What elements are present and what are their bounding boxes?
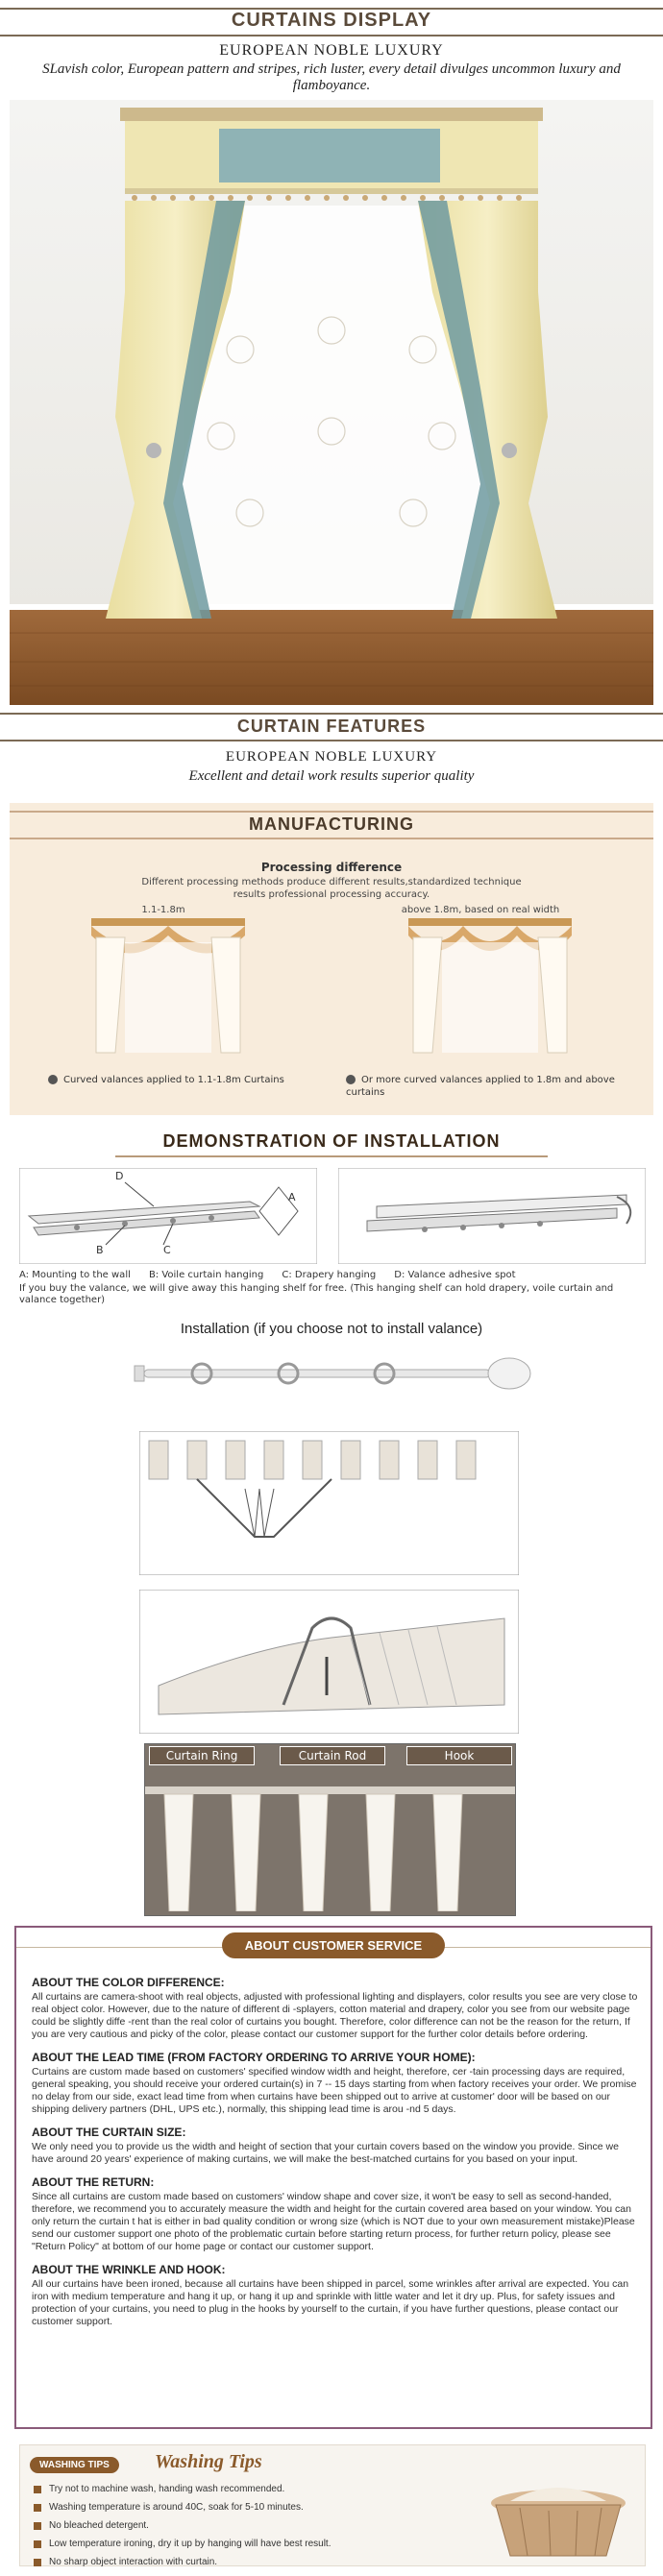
washing-tip: No bleached detergent.: [34, 2520, 437, 2531]
bullet-icon: [34, 2559, 41, 2566]
hook-insert-illustration: [139, 1590, 519, 1734]
bullet-icon: [34, 2540, 41, 2548]
cs-body-wrinkle: All our curtains have been ironed, because all curtains have been shipped in parcel, some wrinkles after arrival are expected. You can iron with medium temperature and hang it up, or hang it up and sprinkle with little water and let it dry up. Plus, for safety issues and protection of your curtains, you need to plug in the hooks by yourself to the curtain, if you have further questions, please contact our customer support.: [32, 2278, 629, 2327]
warning-icon: [346, 1075, 356, 1084]
processing-diff-title: Processing difference: [260, 861, 403, 874]
right-caption: Or more curved valances applied to 1.8m and above curtains: [346, 1075, 615, 1098]
curtain-rod-label: Curtain Rod: [280, 1746, 385, 1765]
washing-tips-list: [34, 2476, 437, 2575]
cs-heading-return: ABOUT THE RETURN:: [32, 2175, 155, 2189]
manufacturing-panel: [10, 803, 653, 1115]
features-rule-top: [0, 713, 663, 715]
cs-heading-lead-time: ABOUT THE LEAD TIME (FROM FACTORY ORDERING TO ARRIVE YOUR HOME):: [32, 2051, 476, 2064]
washing-tips-badge: WASHING TIPS: [30, 2457, 119, 2473]
header-rule-bottom: [0, 35, 663, 36]
no-valance-title: Installation (if you choose not to install valance): [180, 1321, 483, 1337]
features-rule-bottom: [0, 740, 663, 741]
processing-diff-desc: Different processing methods produce different results,standardized technique results professional processing accuracy.: [141, 877, 522, 900]
installation-title: DEMONSTRATION OF INSTALLATION: [162, 1131, 501, 1151]
installation-rule: [115, 1155, 548, 1157]
display-tagline: SLavish color, European pattern and stripes, rich luster, every detail divulges uncommon luxury and flamboyance.: [42, 61, 621, 93]
cs-body-lead-time: Curtains are custom made based on customers' specified window width and height, therefore, cer -tain processing days are required, general speaking, you should receive your ordered curtain(s) in 7 -- 15 days starting from when factory receives your order. We promise no delay from our side, exact lead time from when curtains have been shipped out to arrive at customer' door will be based on our shipping delivery partners (DHL, UPS etc.), normally, this shipping lead time is arou -nd 5 days.: [32, 2066, 637, 2115]
display-subtitle: EUROPEAN NOBLE LUXURY: [219, 42, 444, 59]
display-title: CURTAINS DISPLAY: [231, 10, 432, 31]
cs-section: [32, 2051, 642, 2116]
cs-section: [32, 1976, 642, 2041]
cs-heading-color: ABOUT THE COLOR DIFFERENCE:: [32, 1976, 225, 1989]
washing-tips-panel: [19, 2444, 646, 2566]
washing-tip: Try not to machine wash, handing wash recommended.: [34, 2484, 437, 2494]
features-tagline: Excellent and detail work results superior quality: [188, 768, 475, 784]
customer-service-body: [32, 1976, 642, 2338]
cs-body-size: We only need you to provide us the width and height of section that your curtain covers based on the window you provide. Since we have around 20 years' experience of making curtains, we will make the best-matched curtains for you based on your input.: [32, 2141, 619, 2165]
customer-service-panel: [14, 1926, 652, 2429]
label-d: D: [115, 1170, 124, 1182]
cs-section: [32, 2126, 642, 2166]
washing-tip: Washing temperature is around 40C, soak for 5-10 minutes.: [34, 2502, 437, 2513]
bullet-icon: [34, 2504, 41, 2512]
customer-service-title: ABOUT CUSTOMER SERVICE: [222, 1932, 445, 1958]
track-diagram-right: [338, 1168, 646, 1264]
cs-heading-wrinkle: ABOUT THE WRINKLE AND HOOK:: [32, 2263, 226, 2276]
rod-illustration: [115, 1345, 548, 1402]
laundry-basket-illustration: [472, 2465, 635, 2561]
manufacturing-title: MANUFACTURING: [249, 814, 414, 834]
left-caption: Curved valances applied to 1.1-1.8m Curtains: [48, 1074, 288, 1086]
washing-tip: No sharp object interaction with curtain.: [34, 2557, 437, 2567]
valance-large-illustration: [404, 918, 577, 1057]
bullet-icon: [34, 2486, 41, 2493]
left-dimension: 1.1-1.8m: [141, 905, 185, 915]
cs-heading-size: ABOUT THE CURTAIN SIZE:: [32, 2126, 186, 2139]
cs-body-return: Since all curtains are custom made based on customers' window shape and cover size, it won't be easy to sell as second-handed, therefore, we recommend you to accurately measure the width and height for the curtain covered area based on your window. You can only return the curtain t hat is either in bad quality condition or wrong size (which is NOT due to your own measurement mistake)Please send our customer support one photo of the problematic curtain before starting return process, for further return policy, please see "Return Policy" at bottom of our home page or contact our customer support.: [32, 2191, 635, 2252]
features-title: CURTAIN FEATURES: [236, 717, 427, 736]
cs-section: [32, 2263, 642, 2328]
bullet-icon: [34, 2522, 41, 2530]
label-a: A: [288, 1191, 296, 1203]
label-b: B: [96, 1244, 104, 1256]
washing-tips-script-title: Washing Tips: [155, 2451, 262, 2472]
installation-legend-note: If you buy the valance, we will give away this hanging shelf for free. (This hanging shelf can hold drapery, voile curtain and valance together): [19, 1283, 614, 1305]
cs-body-color: All curtains are camera-shoot with real objects, adjusted with professional lighting and displayers, color results you see are very close to real object color. However, due to the nature of different di -splayers, cotton material and drapery, color you see from our website page could be slightly diffe -rent than the real color of curtains you bought. Therefore, color difference can not be the reason for the return, If you are very cautious and picky of the color, please contact our customer support for the further color details before ordering.: [32, 1991, 638, 2040]
curtain-ring-label: Curtain Ring: [149, 1746, 255, 1765]
curtain-photo: [10, 100, 653, 705]
label-c: C: [163, 1244, 171, 1256]
hook-label: Hook: [406, 1746, 512, 1765]
ring-rod-hook-panel: [144, 1743, 516, 1916]
valance-small-illustration: [86, 918, 250, 1057]
features-subtitle: EUROPEAN NOBLE LUXURY: [225, 749, 438, 765]
installation-legend: A: Mounting to the wall B: Voile curtain hanging C: Drapery hanging D: Valance adhesive spot: [19, 1270, 516, 1280]
right-dimension: above 1.8m, based on real width: [401, 905, 560, 915]
warning-icon: [48, 1075, 58, 1084]
washing-tip: Low temperature ironing, dry it up by hanging will have best result.: [34, 2539, 437, 2549]
pleat-detail-illustration: [139, 1431, 519, 1575]
cs-section: [32, 2175, 642, 2253]
